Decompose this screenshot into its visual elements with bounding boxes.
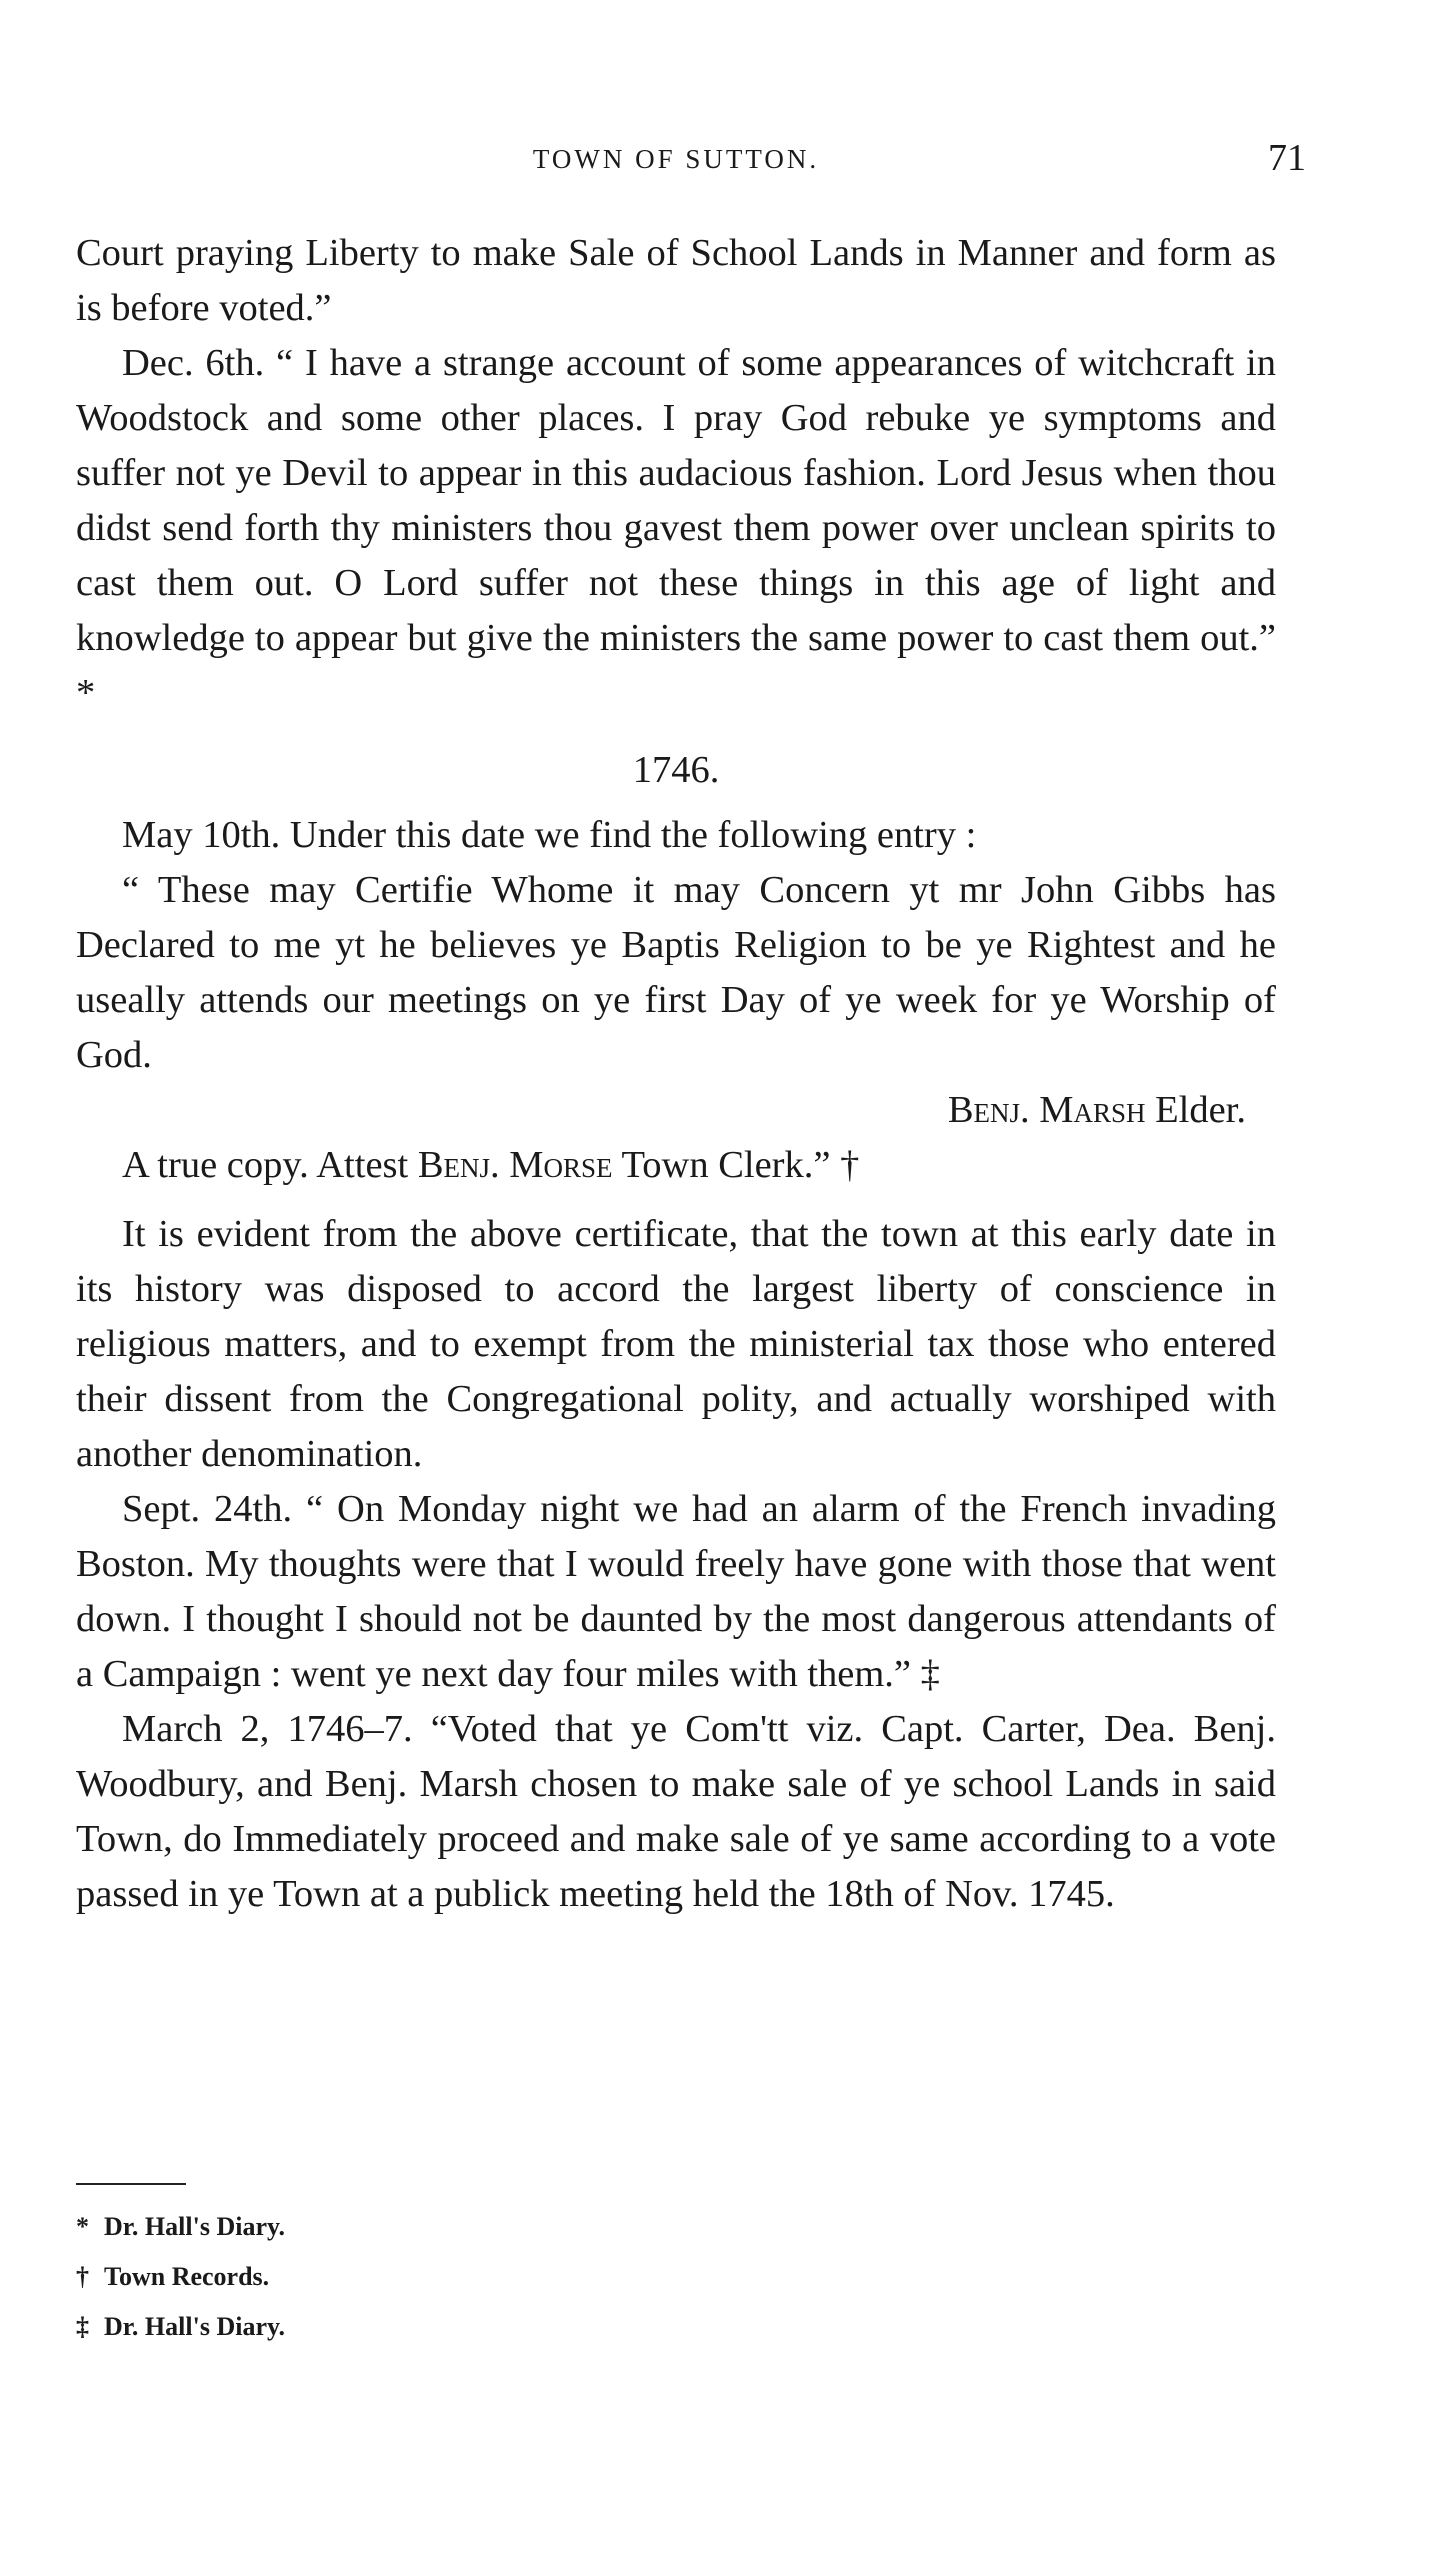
footnote-2	[76, 2252, 876, 2302]
footnote-1	[76, 2202, 876, 2252]
footnote-mark: *	[76, 2212, 89, 2241]
paragraph-school-vote: March 2, 1746–7. “Voted that ye Com'tt viz. Capt. Carter, Dea. Benj. Woodbury, and Benj. Marsh chosen to make sale of ye school Lands in said Town, do Immediately proceed and make sale of ye same according to a vote passed in ye Town at a publick meeting held the 18th of Nov. 1745.	[76, 1708, 1276, 1915]
book-page	[76, 0, 1306, 2552]
attest-prefix: A true copy. Attest	[122, 1144, 418, 1186]
paragraph-certificate: “ These may Certifie Whome it may Concern yt mr John Gibbs has Declared to me yt he believes ye Baptis Religion to be ye Rightest and he useally attends our meetings on ye first Day of ye week for ye Worship of God.	[76, 869, 1276, 1076]
running-head: TOWN OF SUTTON.	[532, 144, 820, 174]
paragraph-alarm: Sept. 24th. “ On Monday night we had an alarm of the French invading Boston. My thoughts were that I would freely have gone with those that went down. I thought I should not be daunted by the most dangerous attendants of a Campaign : went ye next day four miles with them.” ‡	[76, 1488, 1276, 1695]
paragraph-may-entry: May 10th. Under this date we find the following entry :	[122, 814, 977, 856]
footnote-divider	[76, 2183, 186, 2185]
year-heading: 1746.	[632, 749, 720, 791]
paragraph-witchcraft: Dec. 6th. “ I have a strange account of some appearances of witchcraft in Woodstock and some other places. I pray God rebuke ye symptoms and suffer not ye Devil to appear in this audacious fashion. Lord Jesus when thou didst send forth thy ministers thou gavest them power over unclean spirits to cast them out. O Lord suffer not these things in this age of light and knowledge to appear but give the ministers the same power to cast them out.” *	[76, 342, 1276, 714]
body-text	[76, 226, 1276, 1922]
attest-name: Benj. Morse	[417, 1144, 613, 1186]
paragraph-school-lands: Court praying Liberty to make Sale of School Lands in Manner and form as is before voted.”	[76, 232, 1276, 329]
footnotes	[76, 2202, 876, 2352]
certificate-signature	[76, 1083, 1276, 1138]
footnote-mark: †	[76, 2262, 89, 2291]
footnote-text: Dr. Hall's Diary.	[104, 2312, 286, 2341]
footnote-mark: ‡	[76, 2312, 89, 2341]
signature-name: Benj. Marsh	[947, 1089, 1146, 1131]
paragraph-liberty: It is evident from the above certificate, that the town at this early date in its history was disposed to accord the largest liberty of conscience in religious matters, and to exempt from the ministerial tax those who entered their dissent from the Congregational polity, and actually worshiped with another denomination.	[76, 1213, 1276, 1475]
attest-suffix: Town Clerk.” †	[612, 1144, 860, 1186]
footnote-text: Dr. Hall's Diary.	[104, 2212, 286, 2241]
page-header	[76, 136, 1306, 180]
attest-line	[76, 1138, 1276, 1193]
footnote-text: Town Records.	[104, 2262, 270, 2291]
page-number: 71	[1268, 137, 1306, 179]
signature-title: Elder.	[1145, 1089, 1246, 1131]
footnote-3	[76, 2302, 876, 2352]
